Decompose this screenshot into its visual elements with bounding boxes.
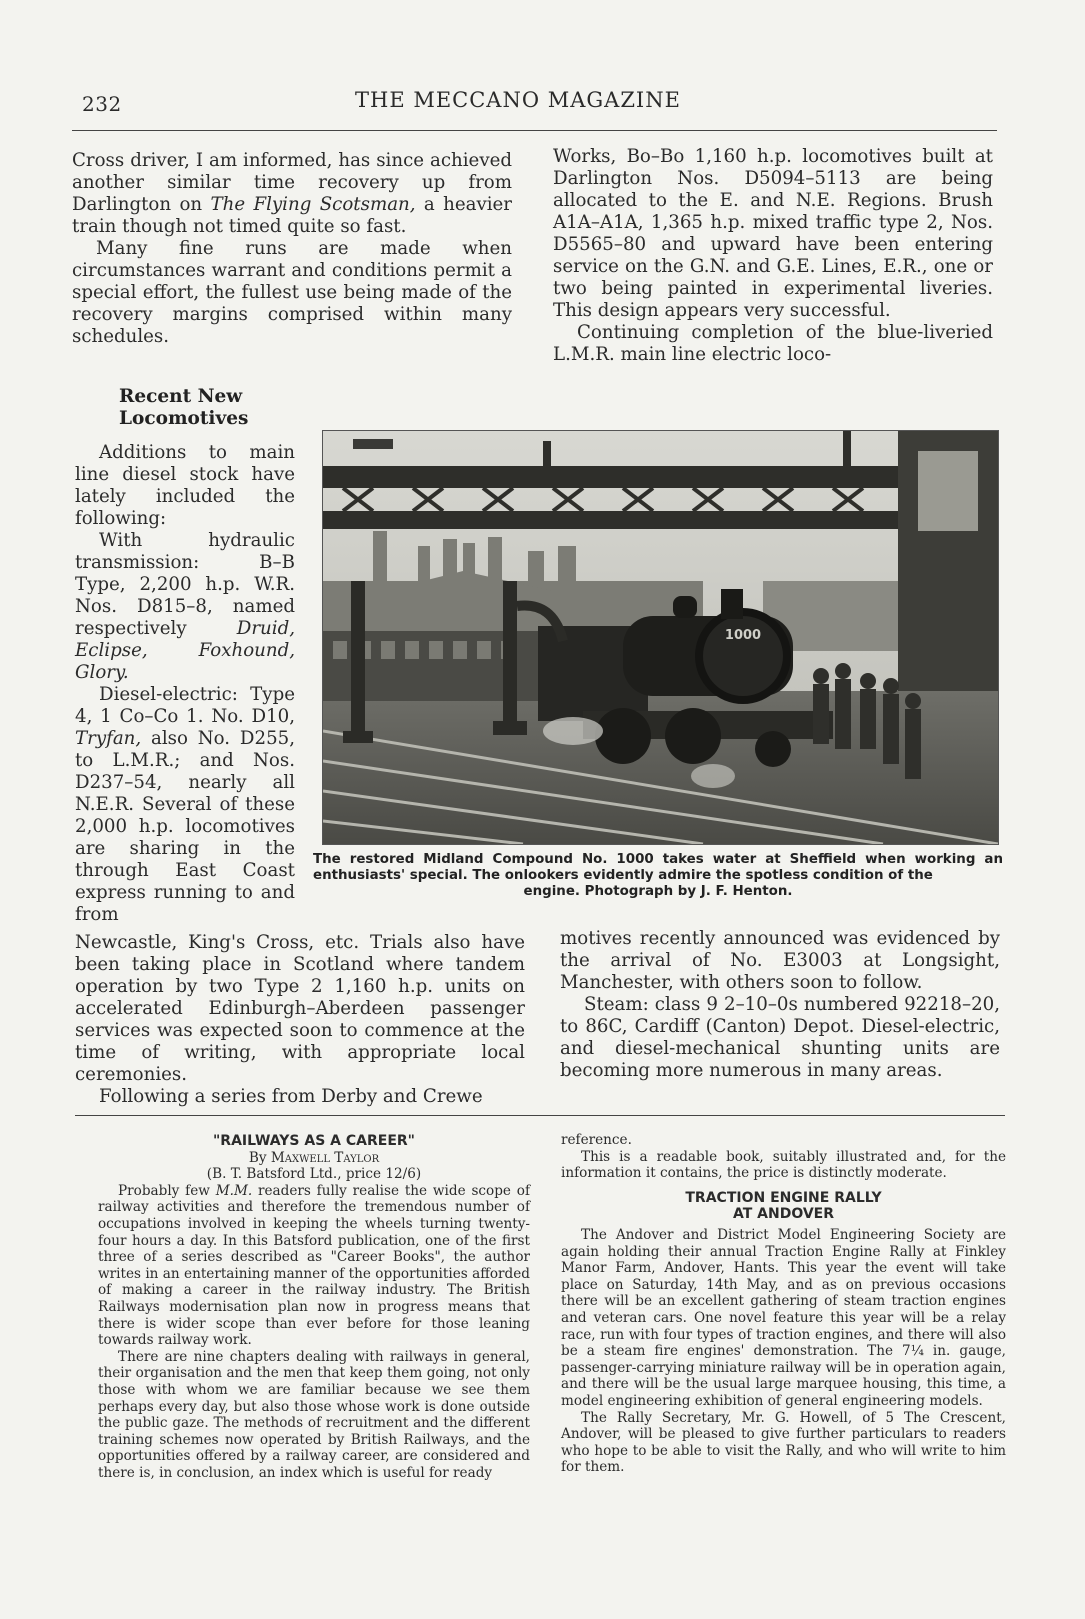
review-publisher: (B. T. Batsford Ltd., price 12/6) <box>206 1166 422 1183</box>
right-small-column <box>561 1132 1006 1476</box>
lower-right-column <box>560 928 1000 1082</box>
paragraph: Additions to main line diesel stock have lately included the following: <box>75 442 295 529</box>
review-byline: By Maxwell Taylor <box>248 1149 380 1166</box>
paragraph: This is a readable book, suitably illustrated and, for the information it contains, the price is distinctly moderate. <box>561 1148 1006 1182</box>
header-rule <box>72 130 997 131</box>
section-rule <box>75 1115 1005 1116</box>
paragraph: Steam: class 9 2–10–0s numbered 92218–20, to 86C, Cardiff (Canton) Depot. Diesel-electric, and diesel-mechanical shunting units are becoming more numerous in many areas. <box>560 994 1000 1081</box>
rally-title: TRACTION ENGINE RALLY <box>685 1189 882 1206</box>
paragraph: Following a series from Derby and Crewe <box>99 1086 483 1107</box>
italic-title: The Flying Scotsman, <box>210 194 416 215</box>
page-number: 232 <box>82 92 122 116</box>
book-review <box>98 1133 530 1481</box>
paragraph: Cross driver, I am informed, has since achieved another similar time recovery up from Darlington on The Flying Scotsman, a heavier train though not timed quite so fast. <box>72 150 512 237</box>
top-left-column <box>72 150 512 348</box>
paragraph: reference. <box>561 1132 632 1148</box>
review-title: "RAILWAYS AS A CAREER" <box>213 1133 415 1149</box>
paragraph: There are nine chapters dealing with railways in general, their organisation and the men that keep them going, not only those with whom we are familiar because we see them perhaps every day, but also those whose work is done outside the public gaze. The methods of recruitment and the different training schemes now operated by British Railways, and the opportunities offered by a railway career, are considered and there is, in conclusion, an index which is useful for ready <box>98 1348 530 1481</box>
lower-left-column <box>75 932 525 1108</box>
paragraph: The Rally Secretary, Mr. G. Howell, of 5 The Crescent, Andover, will be pleased to give further particulars to readers who hope to be able to visit the Rally, and who will write to him for them. <box>561 1409 1006 1476</box>
paragraph: Newcastle, King's Cross, etc. Trials also have been taking place in Scotland where tandem operation by two Type 2 1,160 h.p. units on accelerated Edinburgh–Aberdeen passenger services was expected soon to commence at the time of writing, with appropriate local ceremonies. <box>75 932 525 1085</box>
narrow-column <box>75 442 295 926</box>
paragraph: Many fine runs are made when circumstances warrant and conditions permit a special effort, the fullest use being made of the recovery margins comprised within many schedules. <box>72 238 512 347</box>
paragraph: Probably few M.M. readers fully realise the wide scope of railway activities and therefore the tremendous number of occupations involved in keeping the wheels turning twenty-four hours a day. In this Batsford publication, one of the first three of a series described as "Career Books", the author writes in an entertaining manner of the opportunities afforded of making a career in the railway industry. The British Railways modernisation plan now in progress means that there is wider scope than ever before for those leaning towards railway work. <box>98 1182 530 1349</box>
rally-title-line2: AT ANDOVER <box>732 1206 835 1223</box>
paragraph: Works, Bo–Bo 1,160 h.p. locomotives built at Darlington Nos. D5094–5113 are being allocated to the E. and N.E. Regions. Brush A1A–A1A, 1,365 h.p. mixed traffic type 2, Nos. D5565–80 and upward have been entering service on the G.N. and G.E. Lines, E.R., one or two being painted in experimental liveries. This design appears very successful. <box>553 146 993 321</box>
locomotive-photo-illustration <box>323 431 998 844</box>
magazine-title: THE MECCANO MAGAZINE <box>355 88 681 112</box>
paragraph: The Andover and District Model Engineering Society are again holding their annual Traction Engine Rally at Finkley Manor Farm, Andover, Hants. This year the event will take place on Saturday, 14th May, and as on previous occasions there will be an excellent gathering of steam traction engines and veteran cars. One novel feature this year will be a relay race, run with four types of traction engines, and there will also be a steam fire engines' demonstration. The 7¼ in. gauge, passenger-carrying miniature railway will be in operation again, and there will be the usual large marquee housing, this time, a model engineering exhibition of general engineering models. <box>561 1226 1006 1409</box>
section-heading: Recent New Locomotives <box>119 386 249 429</box>
top-right-column <box>553 146 993 366</box>
locomotive-photo <box>322 430 999 845</box>
smokebox-number-plate: 1000 <box>724 628 762 643</box>
review-author: Maxwell Taylor <box>270 1149 380 1166</box>
photo-caption: The restored Midland Compound No. 1000 takes water at Sheffield when working an enthusiasts' special. The onlookers evidently admire the spotless condition of the engine. Photograph by J. F. Henton. <box>313 852 1003 899</box>
paragraph: Diesel-electric: Type 4, 1 Co–Co 1. No. D10, Tryfan, also No. D255, to L.M.R.; and Nos. D237–54, nearly all N.E.R. Several of these 2,000 h.p. locomotives are sharing in the through East Coast express running to and from <box>75 684 295 925</box>
paragraph: Continuing completion of the blue-liveried L.M.R. main line electric loco- <box>553 322 993 365</box>
paragraph: With hydraulic transmission: B–B Type, 2,200 h.p. W.R. Nos. D815–8, named respectively Druid, Eclipse, Foxhound, Glory. <box>75 530 295 683</box>
paragraph: motives recently announced was evidenced by the arrival of No. E3003 at Longsight, Manchester, with others soon to follow. <box>560 928 1000 993</box>
